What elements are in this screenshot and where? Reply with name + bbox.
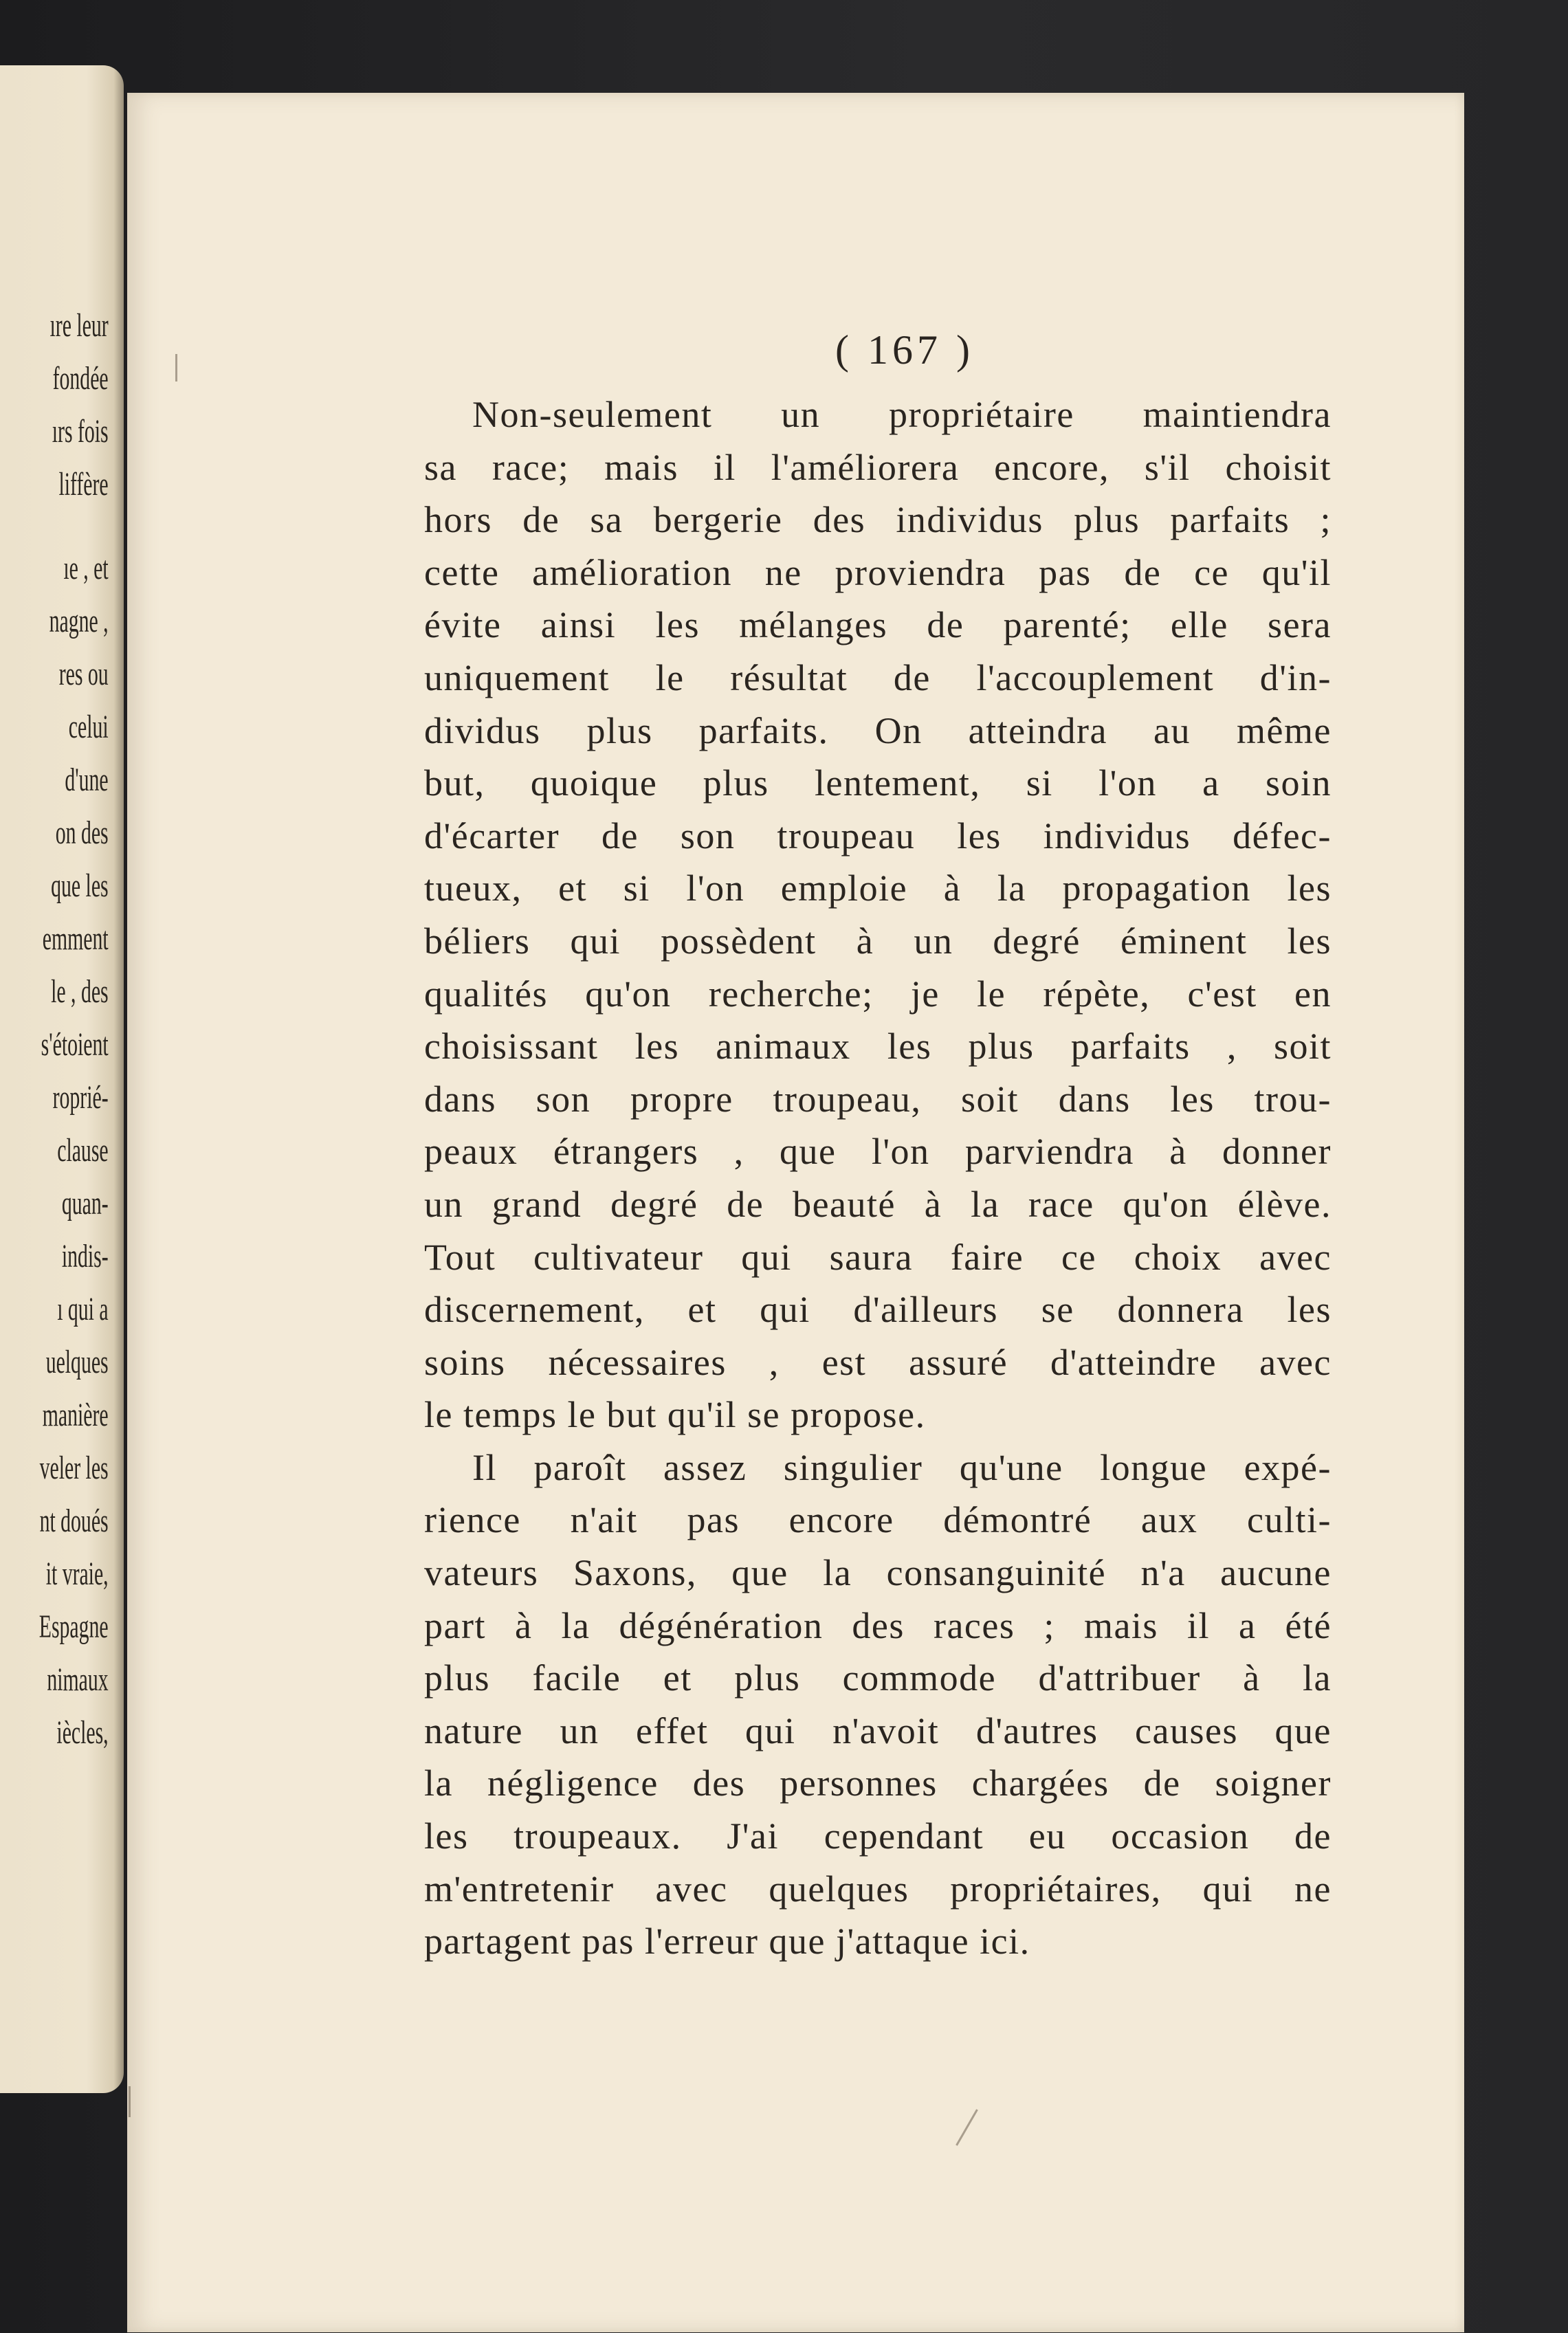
left-line: quan- xyxy=(62,1185,109,1221)
text-line: soins nécessaires , est assuré d'atteindre avec xyxy=(424,1341,1332,1383)
text-line: uniquement le résultat de l'accouplement d'in- xyxy=(424,656,1332,698)
text-line: Tout cultivateur qui saura faire ce choix avec xyxy=(424,1236,1332,1278)
text-line: qualités qu'on recherche; je le répète, c'est en xyxy=(424,973,1332,1015)
text-line: béliers qui possèdent à un degré éminent les xyxy=(424,920,1332,962)
left-line: manière xyxy=(43,1397,109,1433)
left-line: uelques xyxy=(46,1344,109,1380)
page-number: ( 167 ) xyxy=(835,327,974,373)
text-line: d'écarter de son troupeau les individus défec- xyxy=(424,815,1332,856)
left-page-text xyxy=(39,299,109,1759)
text-line: plus facile et plus commode d'attribuer à la xyxy=(424,1657,1332,1699)
left-line: emment xyxy=(43,920,109,957)
text-line: cette amélioration ne proviendra pas de ce qu'il xyxy=(424,551,1332,593)
left-line: ı qui a xyxy=(57,1291,109,1327)
right-page xyxy=(127,93,1464,2332)
left-line: liffère xyxy=(58,466,109,502)
text-line: m'entretenir avec quelques propriétaires, qui ne xyxy=(424,1868,1332,1910)
left-line: it vraie, xyxy=(46,1556,109,1592)
left-line: nagne , xyxy=(49,603,109,639)
ink-speck xyxy=(129,2086,131,2117)
left-line: indis- xyxy=(62,1238,109,1274)
text-line: les troupeaux. J'ai cependant eu occasion de xyxy=(424,1815,1332,1857)
left-line: s'étoient xyxy=(41,1026,109,1063)
text-line: discernement, et qui d'ailleurs se donnera les xyxy=(424,1289,1332,1331)
left-line: veler les xyxy=(40,1450,109,1486)
text-line: peaux étrangers , que l'on parviendra à donner xyxy=(424,1131,1332,1173)
text-line: partagent pas l'erreur que j'attaque ici. xyxy=(424,1921,1030,1962)
text-line: tueux, et si l'on emploie à la propagation les xyxy=(424,867,1332,909)
ink-speck xyxy=(956,2109,978,2145)
left-line: ıre leur xyxy=(49,307,109,344)
left-facing-page xyxy=(0,65,124,2093)
left-line: roprié- xyxy=(53,1079,109,1116)
text-line: choisissant les animaux les plus parfaits , soit xyxy=(424,1026,1332,1068)
text-line: Il paroît assez singulier qu'une longue expé- xyxy=(472,1446,1332,1488)
left-line: ırs fois xyxy=(52,413,109,450)
text-line: Non-seulement un propriétaire maintiendra xyxy=(472,394,1332,435)
left-line: clause xyxy=(57,1132,109,1169)
left-line: nt doués xyxy=(39,1503,109,1539)
text-line: un grand degré de beauté à la race qu'on élève. xyxy=(424,1183,1332,1225)
left-line: res ou xyxy=(59,656,109,692)
text-line: le temps le but qu'il se propose. xyxy=(424,1394,926,1436)
left-line: ıe , et xyxy=(63,550,109,586)
left-line: celui xyxy=(69,709,109,745)
text-line: dans son propre troupeau, soit dans les trou- xyxy=(424,1078,1332,1120)
text-line: la négligence des personnes chargées de soigner xyxy=(424,1762,1332,1804)
text-line: vateurs Saxons, que la consanguinité n'a aucune xyxy=(424,1552,1332,1594)
left-line: le , des xyxy=(51,973,109,1010)
left-line: d'une xyxy=(65,762,109,798)
left-line: nimaux xyxy=(47,1661,109,1698)
text-line: part à la dégénération des races ; mais il a été xyxy=(424,1604,1332,1646)
text-line: hors de sa bergerie des individus plus parfaits ; xyxy=(424,499,1332,541)
left-line: iècles, xyxy=(56,1714,109,1751)
left-line: fondée xyxy=(53,360,109,397)
text-line: rience n'ait pas encore démontré aux culti- xyxy=(424,1499,1332,1541)
text-line: but, quoique plus lentement, si l'on a soin xyxy=(424,762,1332,804)
body-text xyxy=(424,388,1332,1968)
text-line: dividus plus parfaits. On atteindra au même xyxy=(424,709,1332,751)
text-line: sa race; mais il l'améliorera encore, s'il choisit xyxy=(424,446,1332,488)
left-line: Espagne xyxy=(39,1608,109,1645)
left-line: que les xyxy=(51,867,109,904)
ink-speck xyxy=(175,354,177,382)
left-line: on des xyxy=(56,815,109,851)
text-line: évite ainsi les mélanges de parenté; elle sera xyxy=(424,604,1332,646)
text-line: nature un effet qui n'avoit d'autres causes que xyxy=(424,1710,1332,1751)
